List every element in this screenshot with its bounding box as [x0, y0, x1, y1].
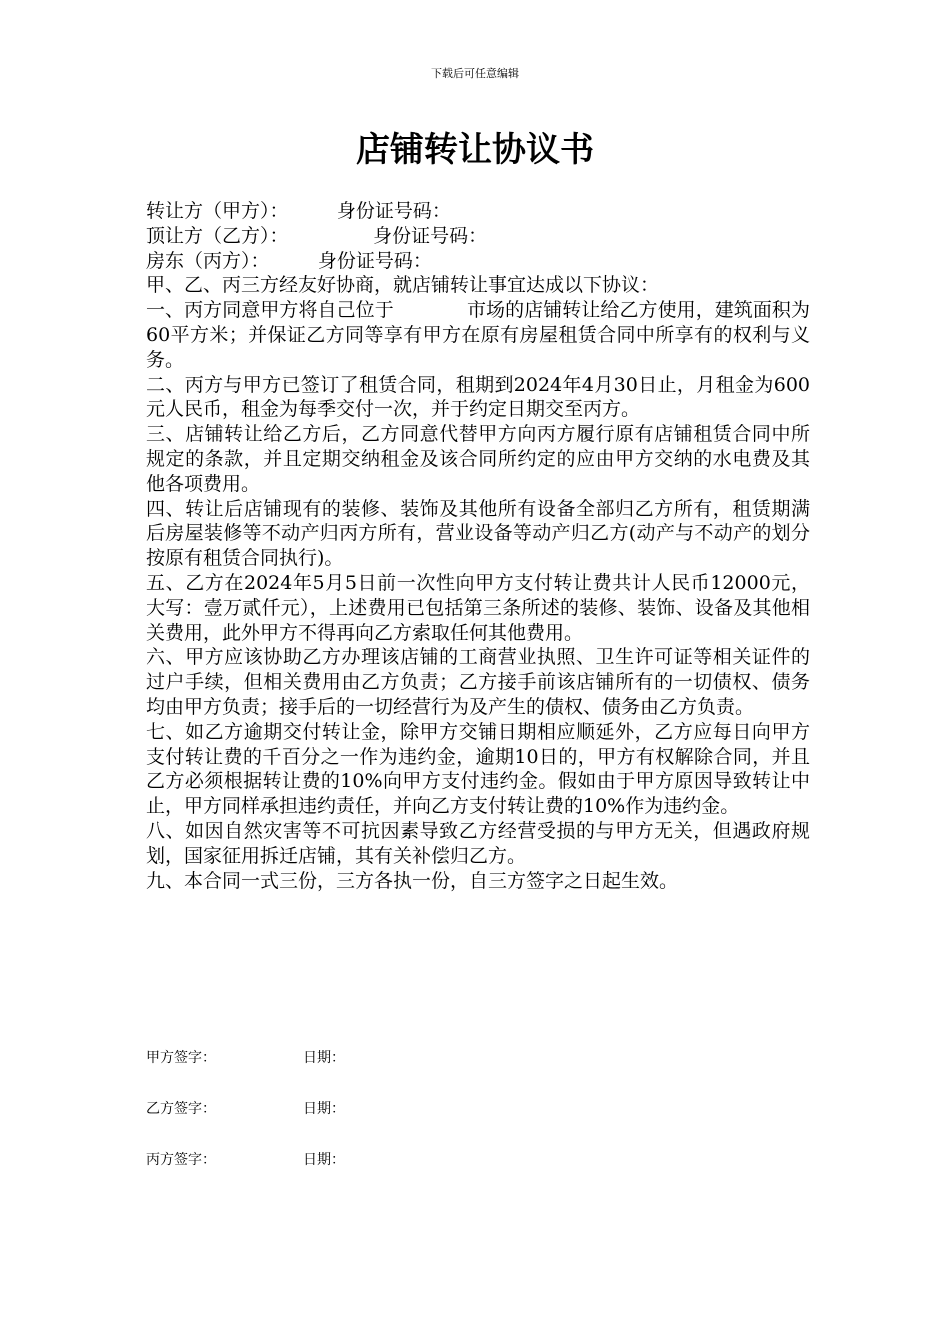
signature-row-party-a	[146, 1046, 345, 1097]
clause-8: 八、如因自然灾害等不可抗因素导致乙方经营受损的与甲方无关，但遇政府规划，国家征用拆迁店铺，其有关补偿归乙方。	[146, 819, 810, 867]
party-b-gap	[289, 225, 374, 247]
party-a-gap	[289, 200, 337, 222]
clause-1: 一、丙方同意甲方将自己位于 市场的店铺转让给乙方使用，建筑面积为60平方米；并保证乙方同等享有甲方在原有房屋租赁合同中所享有的权利与义务。	[146, 299, 810, 371]
clause-3: 三、店铺转让给乙方后，乙方同意代替甲方向丙方履行原有店铺租赁合同中所规定的条款，并且定期交纳租金及该合同所约定的应由甲方交纳的水电费及其他各项费用。	[146, 423, 810, 495]
preamble-paragraph: 甲、乙、丙三方经友好协商，就店铺转让事宜达成以下协议：	[146, 274, 660, 297]
clause-6: 六、甲方应该协助乙方办理该店铺的工商营业执照、卫生许可证等相关证件的过户手续，但相关费用由乙方负责；乙方接手前该店铺所有的一切债权、债务均由甲方负责；接手后的一切经营行为及产生的债权、债务由乙方负责。	[146, 646, 810, 718]
clause-2: 二、丙方与甲方已签订了租赁合同，租期到2024年4月30日止，月租金为600 元人民币，租金为每季交付一次，并于约定日期交至丙方。	[146, 373, 835, 421]
clause-4: 四、转让后店铺现有的装修、装饰及其他所有设备全部归乙方所有，租赁期满后房屋装修等不动产归丙方所有，营业设备等动产归乙方(动产与不动产的划分按原有租赁合同执行)。	[146, 497, 810, 570]
signature-row-party-c	[146, 1148, 345, 1199]
party-c-line	[146, 249, 810, 274]
document-title: 店铺转让协议书	[356, 130, 594, 170]
signature-block	[146, 1046, 345, 1199]
party-c-label: 房东（丙方）：	[146, 249, 270, 272]
party-a-label: 转让方（甲方）：	[146, 200, 289, 222]
party-b-id-label: 身份证号码：	[373, 224, 488, 247]
party-a-id-label: 身份证号码：	[336, 200, 451, 222]
date-label-party-a: 日期：	[303, 1050, 345, 1066]
signature-label-party-c: 丙方签字：	[146, 1152, 216, 1168]
signature-label-party-b: 乙方签字：	[146, 1101, 216, 1117]
party-b-label: 顶让方（乙方）：	[146, 224, 289, 247]
date-label-party-b: 日期：	[303, 1101, 345, 1117]
signature-label-party-a: 甲方签字：	[146, 1050, 216, 1066]
party-c-gap	[270, 250, 318, 272]
signature-row-party-b	[146, 1097, 345, 1148]
clause-7: 七、如乙方逾期交付转让金，除甲方交铺日期相应顺延外，乙方应每日向甲方支付转让费的千百分之一作为违约金，逾期10日的，甲方有权解除合同，并且乙方必须根据转让费的10%向甲方支付违约金。假如由于甲方原因导致转让中止，甲方同样承担违约责任，并向乙方支付转让费的10%作为违约金。	[146, 720, 810, 818]
party-b-line	[146, 224, 810, 249]
clause-9: 九、本合同一式三份，三方各执一份，自三方签字之日起生效。	[146, 869, 679, 892]
header-note: 下载后可任意编辑	[431, 67, 519, 80]
party-a-line	[146, 199, 810, 224]
agreement-body	[146, 199, 835, 893]
clause-5: 五、乙方在2024年5月5日前一次性向甲方支付转让费共计人民币12000元，大写：壹万贰仟元），上述费用已包括第三条所述的装修、装饰、设备及其他相关费用，此外甲方不得再向乙方索取任何其他费用。	[146, 571, 810, 644]
party-c-id-label: 身份证号码：	[317, 249, 432, 272]
date-label-party-c: 日期：	[303, 1152, 345, 1168]
